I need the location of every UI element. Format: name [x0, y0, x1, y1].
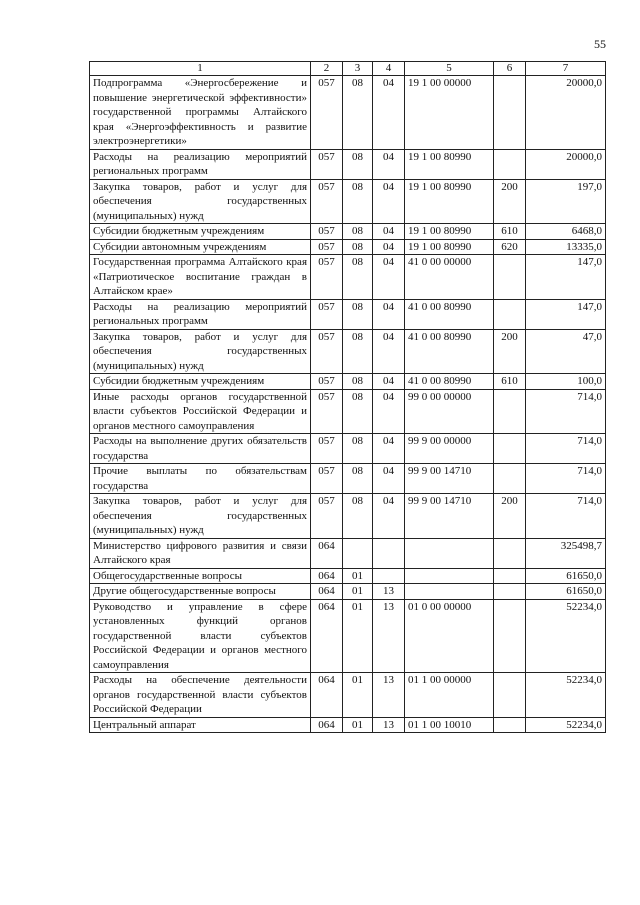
table-row: [90, 299, 606, 329]
row-subsection-code: 13: [373, 673, 405, 718]
row-target-article-code: 41 0 00 00000: [405, 255, 494, 300]
table-row: [90, 179, 606, 224]
row-amount: 147,0: [526, 299, 606, 329]
row-expense-type-code: 610: [494, 224, 526, 240]
row-name: Расходы на реализацию мероприятий региональных программ: [90, 149, 311, 179]
row-target-article-code: 01 0 00 00000: [405, 599, 494, 673]
row-target-article-code: 19 1 00 00000: [405, 76, 494, 150]
row-admin-code: 064: [311, 584, 343, 600]
row-target-article-code: 99 9 00 00000: [405, 434, 494, 464]
row-admin-code: 064: [311, 599, 343, 673]
row-subsection-code: 04: [373, 434, 405, 464]
row-target-article-code: 01 1 00 10010: [405, 717, 494, 733]
table-row: [90, 673, 606, 718]
row-name: Центральный аппарат: [90, 717, 311, 733]
row-subsection-code: 04: [373, 239, 405, 255]
row-amount: 52234,0: [526, 673, 606, 718]
row-name: Иные расходы органов государственной власти субъектов Российской Федерации и органов местного самоуправления: [90, 389, 311, 434]
row-name: Закупка товаров, работ и услуг для обеспечения государственных (муниципальных) нужд: [90, 179, 311, 224]
row-expense-type-code: [494, 76, 526, 150]
row-subsection-code: 04: [373, 464, 405, 494]
row-amount: 714,0: [526, 434, 606, 464]
header-row: [90, 62, 606, 76]
row-section-code: [343, 538, 373, 568]
row-subsection-code: 04: [373, 255, 405, 300]
row-name: Подпрограмма «Энергосбережение и повышение энергетической эффективности» государственной программы Алтайского края «Энергоэффективность и развитие электроэнергетики»: [90, 76, 311, 150]
row-expense-type-code: 620: [494, 239, 526, 255]
row-expense-type-code: [494, 149, 526, 179]
row-name: Субсидии автономным учреждениям: [90, 239, 311, 255]
row-expense-type-code: [494, 434, 526, 464]
row-subsection-code: 04: [373, 389, 405, 434]
row-amount: 6468,0: [526, 224, 606, 240]
row-name: Расходы на выполнение других обязательств государства: [90, 434, 311, 464]
row-admin-code: 057: [311, 76, 343, 150]
row-expense-type-code: 200: [494, 179, 526, 224]
row-section-code: 08: [343, 224, 373, 240]
row-name: Министерство цифрового развития и связи Алтайского края: [90, 538, 311, 568]
row-amount: 714,0: [526, 464, 606, 494]
header-cell-6: 6: [494, 62, 526, 76]
row-amount: 147,0: [526, 255, 606, 300]
row-target-article-code: 19 1 00 80990: [405, 239, 494, 255]
table-row: [90, 255, 606, 300]
row-expense-type-code: 200: [494, 329, 526, 374]
row-subsection-code: 04: [373, 149, 405, 179]
budget-table: [89, 61, 606, 733]
row-admin-code: 064: [311, 538, 343, 568]
header-cell-7: 7: [526, 62, 606, 76]
row-amount: 13335,0: [526, 239, 606, 255]
row-expense-type-code: 610: [494, 374, 526, 390]
row-target-article-code: 19 1 00 80990: [405, 179, 494, 224]
row-admin-code: 057: [311, 389, 343, 434]
row-amount: 61650,0: [526, 568, 606, 584]
row-section-code: 08: [343, 76, 373, 150]
row-admin-code: 057: [311, 149, 343, 179]
row-subsection-code: 04: [373, 224, 405, 240]
row-amount: 100,0: [526, 374, 606, 390]
row-amount: 714,0: [526, 494, 606, 539]
header-cell-3: 3: [343, 62, 373, 76]
header-cell-4: 4: [373, 62, 405, 76]
row-section-code: 08: [343, 179, 373, 224]
row-expense-type-code: [494, 584, 526, 600]
row-amount: 197,0: [526, 179, 606, 224]
row-subsection-code: 04: [373, 299, 405, 329]
header-cell-5: 5: [405, 62, 494, 76]
row-admin-code: 057: [311, 239, 343, 255]
table-row: [90, 434, 606, 464]
row-section-code: 01: [343, 568, 373, 584]
row-expense-type-code: [494, 673, 526, 718]
row-subsection-code: 13: [373, 717, 405, 733]
row-subsection-code: 04: [373, 329, 405, 374]
row-target-article-code: [405, 538, 494, 568]
table-row: [90, 374, 606, 390]
row-subsection-code: 04: [373, 76, 405, 150]
header-cell-1: 1: [90, 62, 311, 76]
row-expense-type-code: [494, 389, 526, 434]
row-subsection-code: 13: [373, 599, 405, 673]
row-expense-type-code: [494, 255, 526, 300]
row-section-code: 08: [343, 299, 373, 329]
table-row: [90, 76, 606, 150]
row-admin-code: 057: [311, 255, 343, 300]
row-name: Закупка товаров, работ и услуг для обеспечения государственных (муниципальных) нужд: [90, 329, 311, 374]
table-row: [90, 584, 606, 600]
row-name: Прочие выплаты по обязательствам государства: [90, 464, 311, 494]
table-row: [90, 568, 606, 584]
row-admin-code: 057: [311, 494, 343, 539]
row-section-code: 08: [343, 434, 373, 464]
row-expense-type-code: [494, 299, 526, 329]
row-subsection-code: 04: [373, 179, 405, 224]
row-name: Государственная программа Алтайского края «Патриотическое воспитание граждан в Алтайском крае»: [90, 255, 311, 300]
row-amount: 47,0: [526, 329, 606, 374]
table-row: [90, 224, 606, 240]
row-subsection-code: [373, 568, 405, 584]
row-expense-type-code: [494, 464, 526, 494]
row-name: Закупка товаров, работ и услуг для обеспечения государственных (муниципальных) нужд: [90, 494, 311, 539]
row-section-code: 08: [343, 149, 373, 179]
row-target-article-code: 19 1 00 80990: [405, 149, 494, 179]
table-row: [90, 538, 606, 568]
row-admin-code: 057: [311, 374, 343, 390]
row-admin-code: 057: [311, 299, 343, 329]
row-amount: 714,0: [526, 389, 606, 434]
row-expense-type-code: 200: [494, 494, 526, 539]
row-expense-type-code: [494, 538, 526, 568]
row-admin-code: 064: [311, 673, 343, 718]
row-section-code: 08: [343, 494, 373, 539]
row-expense-type-code: [494, 717, 526, 733]
table-row: [90, 149, 606, 179]
table-row: [90, 717, 606, 733]
row-name: Субсидии бюджетным учреждениям: [90, 374, 311, 390]
page-number: 55: [594, 37, 606, 51]
table-row: [90, 239, 606, 255]
row-admin-code: 057: [311, 464, 343, 494]
row-subsection-code: 04: [373, 494, 405, 539]
row-name: Расходы на обеспечение деятельности органов государственной власти субъектов Российской Федерации: [90, 673, 311, 718]
table-row: [90, 494, 606, 539]
row-target-article-code: 19 1 00 80990: [405, 224, 494, 240]
row-name: Руководство и управление в сфере установленных функций органов государственной власти субъектов Российской Федерации и органов местного самоуправления: [90, 599, 311, 673]
table-row: [90, 329, 606, 374]
row-section-code: 08: [343, 239, 373, 255]
row-subsection-code: [373, 538, 405, 568]
row-amount: 61650,0: [526, 584, 606, 600]
row-admin-code: 064: [311, 568, 343, 584]
table-row: [90, 389, 606, 434]
row-name: Общегосударственные вопросы: [90, 568, 311, 584]
row-admin-code: 057: [311, 224, 343, 240]
row-amount: 325498,7: [526, 538, 606, 568]
row-section-code: 08: [343, 464, 373, 494]
table-row: [90, 599, 606, 673]
row-expense-type-code: [494, 568, 526, 584]
row-section-code: 01: [343, 599, 373, 673]
row-target-article-code: [405, 568, 494, 584]
row-subsection-code: 13: [373, 584, 405, 600]
row-section-code: 08: [343, 389, 373, 434]
table-row: [90, 464, 606, 494]
row-target-article-code: 99 9 00 14710: [405, 464, 494, 494]
row-admin-code: 057: [311, 329, 343, 374]
row-section-code: 01: [343, 584, 373, 600]
header-cell-2: 2: [311, 62, 343, 76]
row-amount: 20000,0: [526, 149, 606, 179]
row-section-code: 01: [343, 673, 373, 718]
row-amount: 52234,0: [526, 717, 606, 733]
row-amount: 20000,0: [526, 76, 606, 150]
row-admin-code: 064: [311, 717, 343, 733]
row-section-code: 08: [343, 374, 373, 390]
row-target-article-code: 41 0 00 80990: [405, 299, 494, 329]
row-admin-code: 057: [311, 434, 343, 464]
row-expense-type-code: [494, 599, 526, 673]
row-target-article-code: 01 1 00 00000: [405, 673, 494, 718]
row-target-article-code: 99 0 00 00000: [405, 389, 494, 434]
row-target-article-code: 41 0 00 80990: [405, 374, 494, 390]
row-name: Субсидии бюджетным учреждениям: [90, 224, 311, 240]
row-name: Расходы на реализацию мероприятий региональных программ: [90, 299, 311, 329]
row-target-article-code: 41 0 00 80990: [405, 329, 494, 374]
row-admin-code: 057: [311, 179, 343, 224]
row-section-code: 08: [343, 255, 373, 300]
row-target-article-code: [405, 584, 494, 600]
row-amount: 52234,0: [526, 599, 606, 673]
row-target-article-code: 99 9 00 14710: [405, 494, 494, 539]
row-section-code: 08: [343, 329, 373, 374]
row-section-code: 01: [343, 717, 373, 733]
row-name: Другие общегосударственные вопросы: [90, 584, 311, 600]
row-subsection-code: 04: [373, 374, 405, 390]
